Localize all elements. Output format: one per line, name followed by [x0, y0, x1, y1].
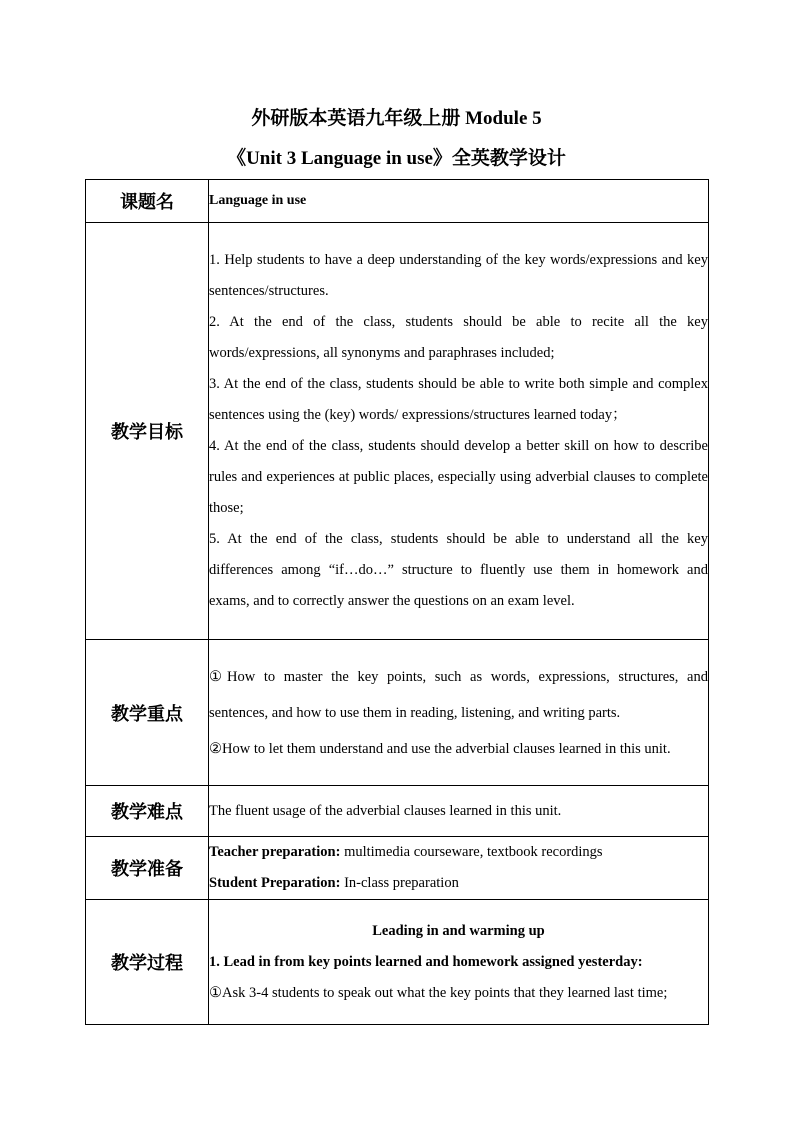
goals-label: 教学目标: [86, 223, 209, 640]
goal-item: 5. At the end of the class, students should be able to understand all the key differences among “if…do…” structure to fluently use them in homework and exams, and to correctly answer the questions on an exam level.: [209, 531, 708, 609]
student-preparation-value: In-class preparation: [340, 875, 459, 891]
key-point-item: ②How to let them understand and use the adverbial clauses learned in this unit.: [209, 740, 671, 757]
key-point-item: ①How to master the key points, such as words, expressions, structures, and sentences, and how to use them in reading, listening, and writing parts.: [209, 668, 708, 721]
topic-label: 课题名: [86, 180, 209, 223]
preparation-label: 教学准备: [86, 837, 209, 900]
lesson-plan-table: [85, 179, 709, 1025]
title-line-1: 外研版本英语九年级上册 Module 5: [251, 108, 542, 129]
goal-item: 4. At the end of the class, students should develop a better skill on how to describe rules and experiences at public places, especially using adverbial clauses to complete those;: [209, 438, 708, 516]
goal-item: 1. Help students to have a deep understanding of the key words/expressions and key sentences/structures.: [209, 252, 708, 299]
process-step-1-item: ①Ask 3-4 students to speak out what the key points that they learned last time;: [209, 984, 668, 1001]
student-preparation-label: Student Preparation:: [209, 875, 341, 891]
process-label: 教学过程: [86, 900, 209, 1025]
process-step-1: 1. Lead in from key points learned and homework assigned yesterday:: [209, 953, 643, 970]
preparation-content: [209, 837, 709, 900]
table-row-process: [86, 900, 709, 1025]
teacher-preparation-value: multimedia courseware, textbook recordings: [340, 844, 603, 860]
teacher-preparation-label: Teacher preparation:: [209, 844, 341, 860]
key-points-content: [209, 640, 709, 786]
table-row-difficulties: [86, 786, 709, 837]
key-points-label: 教学重点: [86, 640, 209, 786]
table-row-key-points: [86, 640, 709, 786]
process-heading: Leading in and warming up: [372, 922, 545, 939]
student-preparation: [209, 868, 708, 899]
title-line-2: 《Unit 3 Language in use》全英教学设计: [227, 148, 566, 169]
goals-content: [209, 223, 709, 640]
topic-value: Language in use: [209, 180, 709, 223]
teacher-preparation: [209, 837, 708, 868]
document-title: [0, 103, 793, 175]
difficulties-value: The fluent usage of the adverbial clauses learned in this unit.: [209, 786, 709, 837]
goal-item: 2. At the end of the class, students should be able to recite all the key words/expressions, all synonyms and paraphrases included;: [209, 314, 708, 361]
goal-item: 3. At the end of the class, students should be able to write both simple and complex sentences using the (key) words/ expressions/structures learned today；: [209, 376, 708, 423]
table-row-preparation: [86, 837, 709, 900]
difficulties-label: 教学难点: [86, 786, 209, 837]
table-row-topic: [86, 180, 709, 223]
table-row-goals: [86, 223, 709, 640]
process-content: [209, 900, 709, 1025]
